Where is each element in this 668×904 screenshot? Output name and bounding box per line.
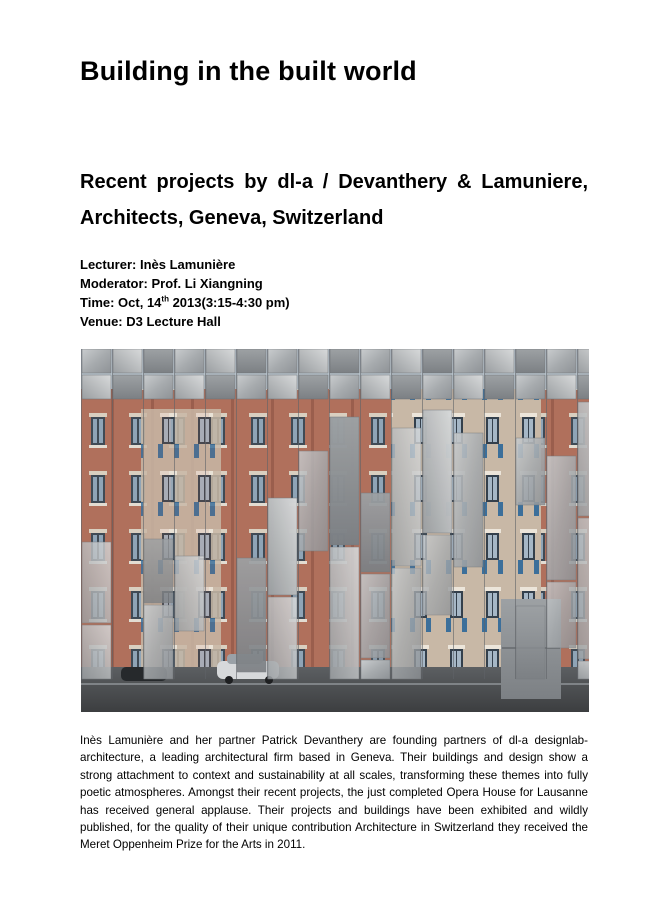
lecture-details <box>80 255 290 331</box>
lecturer-line: Lecturer: Inès Lamunière <box>80 257 236 272</box>
facade-photo <box>81 349 589 712</box>
venue-line: Venue: D3 Lecture Hall <box>80 314 221 329</box>
time-prefix: Time: Oct, 14 <box>80 295 162 310</box>
lecture-subtitle: Recent projects by dl-a / Devanthery & Lamuniere, Architects, Geneva, Switzerland <box>80 171 588 229</box>
time-suffix: 2013(3:15-4:30 pm) <box>168 295 290 310</box>
moderator-line: Moderator: Prof. Li Xiangning <box>80 276 263 291</box>
page-title: Building in the built world <box>80 56 417 86</box>
time-line <box>80 293 290 312</box>
time-ordinal: th <box>161 294 169 304</box>
lecture-description: Inès Lamunière and her partner Patrick Devanthery are founding partners of dl-a designlab-architecture, a leading architectural firm based in Geneva. Their buildings and design show a strong attachment to context and sustainability at all scales, transforming these themes into fully poetic atmospheres. Amongst their recent projects, the just completed Opera House for Lausanne has received general applause. Their projects and buildings have been exhibited and wildly published, for the quality of their unique contribution Architecture in Switzerland they received the Meret Oppenheim Prize for the Arts in 2011. <box>80 734 588 852</box>
